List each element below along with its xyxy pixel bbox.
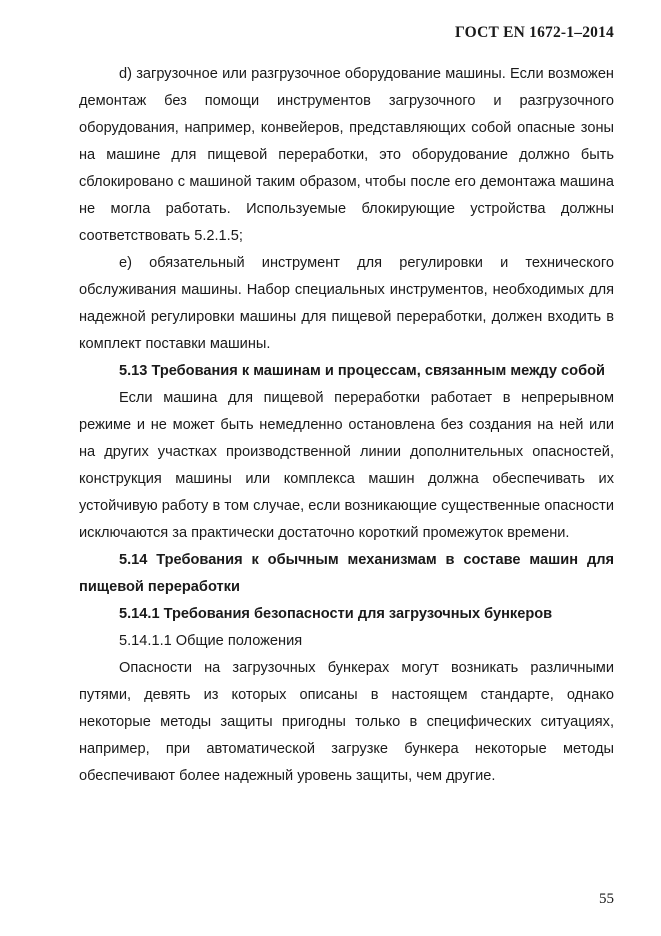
section-heading-5-13: 5.13 Требования к машинам и процессам, связанным между собой (119, 363, 605, 379)
paragraph-5-14-1-1: Опасности на загрузочных бункерах могут возникать различными путями, девять из которых описаны в настоящем стандарте, однако некоторые методы защиты пригодны только в специфических ситуациях, например, при автоматической загрузке бункера некоторые методы обеспечивают более надежный уровень защиты, чем другие. (79, 660, 614, 784)
subsection-heading-5-14-1-1: 5.14.1.1 Общие положения (119, 633, 303, 649)
page-number: 55 (599, 891, 614, 907)
page-body (79, 61, 614, 790)
list-item-e: e) обязательный инструмент для регулировки и технического обслуживания машины. Набор специальных инструментов, необходимых для надежной регулировки машины для пищевой переработки, должен входить в комплект поставки машины. (79, 255, 614, 352)
section-heading-5-14: 5.14 Требования к обычным механизмам в составе машин для пищевой переработки (79, 552, 614, 595)
list-item-d: d) загрузочное или разгрузочное оборудование машины. Если возможен демонтаж без помощи инструментов загрузочного и разгрузочного оборудования, например, конвейеров, представляющих собой опасные зоны на машине для пищевой переработки, это оборудование должно быть сблокировано с машиной таким образом, чтобы после его демонтажа машина не могла работать. Используемые блокирующие устройства должны соответствовать 5.2.1.5; (79, 66, 614, 244)
section-heading-5-14-1: 5.14.1 Требования безопасности для загрузочных бункеров (119, 606, 553, 622)
standard-header: ГОСТ EN 1672-1–2014 (455, 24, 614, 41)
paragraph-5-13: Если машина для пищевой переработки работает в непрерывном режиме и не может быть немедленно остановлена без создания на ней или на других участках производственной линии дополнительных опасностей, конструкция машины или комплекса машин должна обеспечивать их устойчивую работу в том случае, если возникающие существенные опасности исключаются за практически достаточно короткий промежуток времени. (79, 390, 614, 541)
